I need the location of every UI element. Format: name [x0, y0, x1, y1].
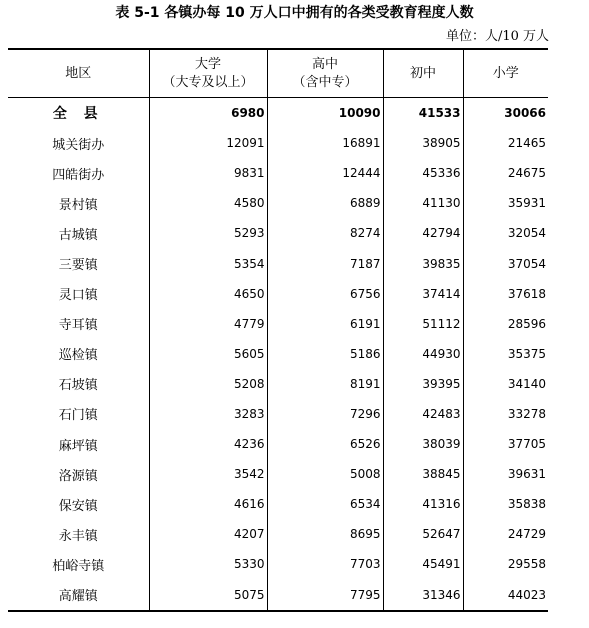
primary-value: 32054: [463, 218, 548, 248]
header-row: [8, 49, 548, 98]
header-high-school: [267, 49, 383, 98]
primary-value: 37705: [463, 429, 548, 459]
header-college-line2: （大专及以上）: [162, 74, 254, 90]
primary-value: 34140: [463, 369, 548, 399]
high-school-value: 7795: [267, 580, 383, 611]
college-value: 5075: [149, 580, 267, 611]
high-school-value: 7187: [267, 248, 383, 278]
region-name: 古城镇: [58, 227, 98, 243]
college-value: 5605: [149, 339, 267, 369]
table-title: 表 5-1 各镇办每 10 万人口中拥有的各类受教育程度人数: [115, 5, 474, 21]
high-school-value: 6889: [267, 188, 383, 218]
primary-value: 21465: [463, 128, 548, 158]
high-school-value: 5008: [267, 459, 383, 489]
high-school-value: 6756: [267, 279, 383, 309]
college-value: 3283: [149, 399, 267, 429]
header-primary-label: 小学: [492, 65, 519, 81]
table-row: [8, 188, 548, 218]
junior-value: 37414: [383, 279, 463, 309]
primary-value: 30066: [463, 98, 548, 129]
table-row: [8, 429, 548, 459]
table-row: [8, 218, 548, 248]
primary-value: 35838: [463, 489, 548, 519]
table-row: [8, 580, 548, 611]
region-name: 巡检镇: [58, 348, 98, 364]
college-value: 4236: [149, 429, 267, 459]
region-name: 高耀镇: [8, 580, 149, 611]
region-name: 柏峪寺镇: [52, 558, 105, 574]
junior-value: 52647: [383, 519, 463, 549]
junior-value: 39835: [383, 248, 463, 278]
college-value: 4616: [149, 489, 267, 519]
junior-value: 38039: [383, 429, 463, 459]
table-row: [8, 459, 548, 489]
header-college: [149, 49, 267, 98]
table-row: [8, 369, 548, 399]
primary-value: 39631: [463, 459, 548, 489]
high-school-value: 8695: [267, 519, 383, 549]
unit-note: 单位：人/10 万人: [445, 29, 549, 44]
junior-value: 38905: [383, 128, 463, 158]
college-value: 4779: [149, 309, 267, 339]
primary-value: 28596: [463, 309, 548, 339]
header-college-line1: 大学: [194, 56, 221, 72]
high-school-value: 12444: [267, 158, 383, 188]
college-value: 5293: [149, 218, 267, 248]
junior-value: 41130: [383, 188, 463, 218]
table-row: [8, 489, 548, 519]
junior-value: 39395: [383, 369, 463, 399]
region-name: 洛源镇: [58, 468, 98, 484]
header-junior-label: 初中: [409, 65, 436, 81]
primary-value: 29558: [463, 549, 548, 579]
college-value: 5354: [149, 248, 267, 278]
junior-value: 51112: [383, 309, 463, 339]
high-school-value: 6526: [267, 429, 383, 459]
high-school-value: 16891: [267, 128, 383, 158]
college-value: 5208: [149, 369, 267, 399]
primary-value: 37054: [463, 248, 548, 278]
header-region: [8, 49, 149, 98]
college-value: 12091: [149, 128, 267, 158]
primary-value: 33278: [463, 399, 548, 429]
region-name: 城关街办: [52, 137, 105, 153]
region-name: 灵口镇: [58, 288, 98, 304]
high-school-value: 6534: [267, 489, 383, 519]
header-primary: [463, 49, 548, 98]
junior-value: 41533: [383, 98, 463, 129]
college-value: 3542: [149, 459, 267, 489]
high-school-value: 5186: [267, 339, 383, 369]
junior-value: 45336: [383, 158, 463, 188]
junior-value: 38845: [383, 459, 463, 489]
region-name: 石门镇: [58, 408, 98, 424]
region-name: 保安镇: [58, 498, 98, 514]
table-row: [8, 158, 548, 188]
college-value: 4650: [149, 279, 267, 309]
junior-value: 42483: [383, 399, 463, 429]
junior-value: 42794: [383, 218, 463, 248]
primary-value: 24675: [463, 158, 548, 188]
region-name: 全 县: [52, 106, 104, 123]
college-value: 5330: [149, 549, 267, 579]
high-school-value: 8191: [267, 369, 383, 399]
high-school-value: 6191: [267, 309, 383, 339]
region-name: 四皓街办: [52, 167, 105, 183]
education-table: [8, 48, 548, 612]
junior-value: 31346: [383, 580, 463, 611]
table-row: [8, 519, 548, 549]
region-name: 景村镇: [58, 197, 98, 213]
header-junior: [383, 49, 463, 98]
region-name: 永丰镇: [58, 528, 98, 544]
table-row: [8, 549, 548, 579]
college-value: 4580: [149, 188, 267, 218]
region-name: 寺耳镇: [58, 318, 98, 334]
junior-value: 44930: [383, 339, 463, 369]
primary-value: 35375: [463, 339, 548, 369]
college-value: 6980: [149, 98, 267, 129]
region-name: 麻坪镇: [58, 438, 98, 454]
primary-value: 37618: [463, 279, 548, 309]
table-row: [8, 248, 548, 278]
high-school-value: 8274: [267, 218, 383, 248]
table-row: [8, 309, 548, 339]
table-row: [8, 279, 548, 309]
junior-value: 45491: [383, 549, 463, 579]
table-row: [8, 98, 548, 129]
header-region-label: 地区: [65, 65, 92, 81]
college-value: 4207: [149, 519, 267, 549]
table-row: [8, 128, 548, 158]
primary-value: 44023: [463, 580, 548, 611]
table-body: [8, 98, 548, 611]
primary-value: 24729: [463, 519, 548, 549]
table-row: [8, 339, 548, 369]
header-high-line2: （含中专）: [292, 74, 358, 90]
junior-value: 41316: [383, 489, 463, 519]
high-school-value: 7703: [267, 549, 383, 579]
primary-value: 35931: [463, 188, 548, 218]
high-school-value: 10090: [267, 98, 383, 129]
region-name: 石坡镇: [58, 378, 98, 394]
table-row: [8, 399, 548, 429]
college-value: 9831: [149, 158, 267, 188]
region-name: 三要镇: [58, 258, 98, 274]
high-school-value: 7296: [267, 399, 383, 429]
header-high-line1: 高中: [311, 56, 338, 72]
